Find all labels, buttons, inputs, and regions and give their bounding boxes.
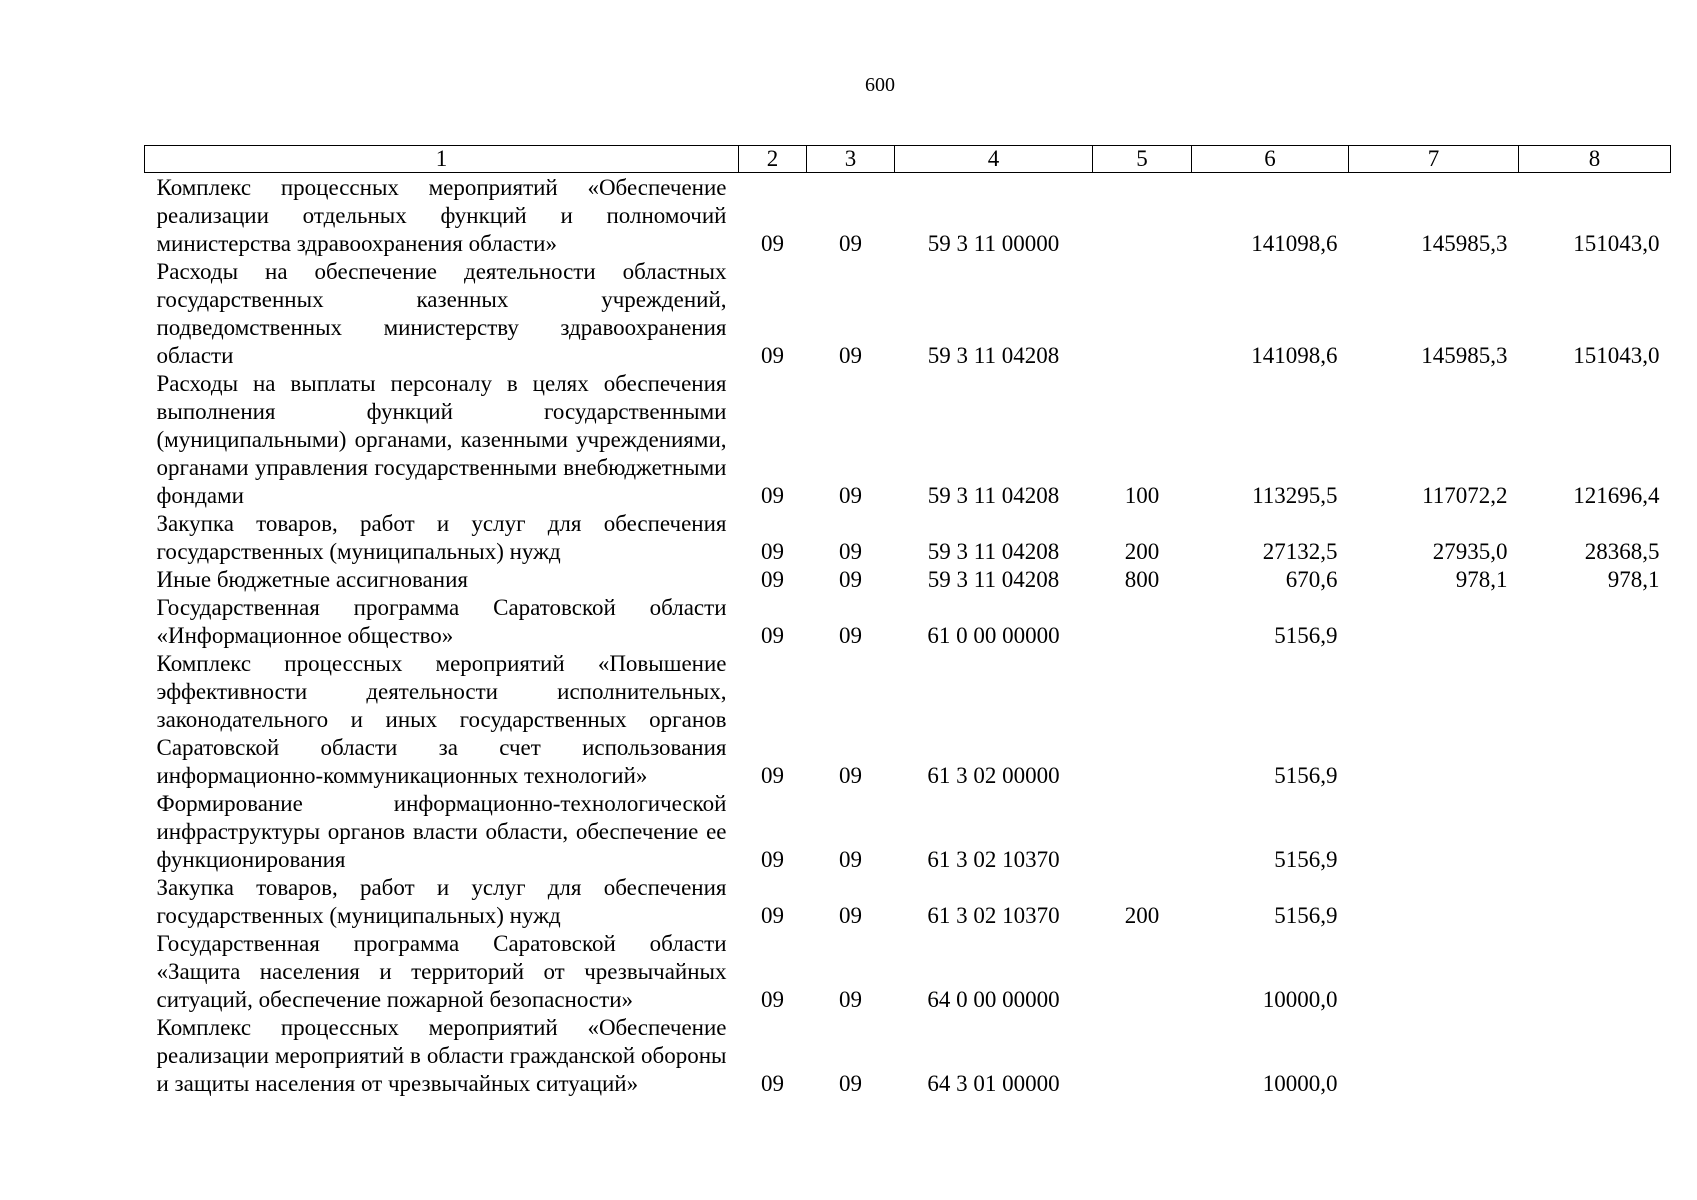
row-target-article: 61 3 02 10370 <box>927 847 1060 872</box>
row-section: 09 <box>761 903 784 928</box>
row-amount-col6: 113295,5 <box>1252 483 1338 508</box>
row-section: 09 <box>761 623 784 648</box>
budget-table <box>144 145 1671 1098</box>
table-header-row <box>145 146 1671 173</box>
row-amount-col8: 151043,0 <box>1573 343 1660 368</box>
row-subsection: 09 <box>839 231 862 256</box>
row-target-article: 59 3 11 04208 <box>927 483 1060 508</box>
row-amount-col8 <box>1519 594 1671 650</box>
header-col-7: 7 <box>1349 146 1519 173</box>
row-amount-col8 <box>1519 790 1671 874</box>
row-subsection: 09 <box>839 623 862 648</box>
row-name: Расходы на обеспечение деятельности областных государственных казенных учреждений, подведомственных министерству здравоохранения области <box>156 259 727 368</box>
row-section: 09 <box>761 1071 784 1096</box>
row-expense-type <box>1093 173 1192 259</box>
row-section: 09 <box>761 987 784 1012</box>
row-expense-type: 100 <box>1124 483 1160 508</box>
row-target-article: 59 3 11 00000 <box>927 231 1060 256</box>
row-target-article: 64 0 00 00000 <box>927 987 1060 1012</box>
row-amount-col8 <box>1519 874 1671 930</box>
row-name: Комплекс процессных мероприятий «Повышение эффективности деятельности исполнительных, законодательного и иных государственных органов Саратовской области за счет использования информационно-коммуникационных технологий» <box>156 651 727 788</box>
row-amount-col8 <box>1519 1014 1671 1098</box>
row-amount-col8: 978,1 <box>1607 567 1660 592</box>
row-amount-col8 <box>1519 930 1671 1014</box>
row-amount-col7: 27935,0 <box>1432 539 1508 564</box>
row-amount-col6: 670,6 <box>1285 567 1338 592</box>
table-row <box>145 594 1671 650</box>
row-amount-col7 <box>1349 790 1519 874</box>
table-row <box>145 370 1671 510</box>
row-amount-col6: 27132,5 <box>1262 539 1338 564</box>
row-subsection: 09 <box>839 567 862 592</box>
header-col-8: 8 <box>1519 146 1671 173</box>
row-amount-col7 <box>1349 594 1519 650</box>
row-section: 09 <box>761 231 784 256</box>
row-expense-type <box>1093 258 1192 370</box>
row-expense-type: 200 <box>1124 539 1160 564</box>
row-expense-type <box>1093 1014 1192 1098</box>
header-col-5: 5 <box>1093 146 1192 173</box>
row-amount-col7: 117072,2 <box>1422 483 1508 508</box>
row-name: Закупка товаров, работ и услуг для обеспечения государственных (муниципальных) нужд <box>156 511 727 564</box>
header-col-2: 2 <box>739 146 807 173</box>
row-name: Комплекс процессных мероприятий «Обеспечение реализации отдельных функций и полномочий министерства здравоохранения области» <box>156 175 727 256</box>
table-row <box>145 510 1671 566</box>
row-target-article: 59 3 11 04208 <box>927 539 1060 564</box>
row-section: 09 <box>761 343 784 368</box>
row-target-article: 59 3 11 04208 <box>927 567 1060 592</box>
row-subsection: 09 <box>839 343 862 368</box>
row-name: Формирование информационно-технологической инфраструктуры органов власти области, обеспечение ее функционирования <box>156 791 727 872</box>
row-name: Государственная программа Саратовской области «Защита населения и территорий от чрезвычайных ситуаций, обеспечение пожарной безопасности» <box>156 931 727 1012</box>
row-amount-col6: 5156,9 <box>1274 903 1338 928</box>
row-target-article: 59 3 11 04208 <box>927 343 1060 368</box>
row-section: 09 <box>761 763 784 788</box>
row-expense-type <box>1093 650 1192 790</box>
header-col-6: 6 <box>1192 146 1349 173</box>
row-amount-col6: 10000,0 <box>1262 987 1338 1012</box>
row-section: 09 <box>761 539 784 564</box>
row-amount-col7: 145985,3 <box>1421 231 1508 256</box>
table-row <box>145 874 1671 930</box>
row-amount-col8 <box>1519 650 1671 790</box>
row-amount-col8: 151043,0 <box>1573 231 1660 256</box>
row-subsection: 09 <box>839 987 862 1012</box>
table-row <box>145 650 1671 790</box>
row-section: 09 <box>761 567 784 592</box>
row-amount-col6: 5156,9 <box>1274 623 1338 648</box>
row-amount-col8: 121696,4 <box>1573 483 1660 508</box>
row-amount-col7: 978,1 <box>1455 567 1508 592</box>
row-target-article: 61 3 02 10370 <box>927 903 1060 928</box>
table-row <box>145 1014 1671 1098</box>
row-amount-col7 <box>1349 1014 1519 1098</box>
header-col-4: 4 <box>895 146 1093 173</box>
row-amount-col6: 10000,0 <box>1262 1071 1338 1096</box>
row-amount-col6: 141098,6 <box>1251 343 1338 368</box>
table-body <box>145 173 1671 1099</box>
row-name: Комплекс процессных мероприятий «Обеспечение реализации мероприятий в области гражданской обороны и защиты населения от чрезвычайных ситуаций» <box>156 1015 727 1096</box>
row-amount-col7 <box>1349 930 1519 1014</box>
row-expense-type <box>1093 594 1192 650</box>
row-section: 09 <box>761 847 784 872</box>
row-amount-col7: 145985,3 <box>1421 343 1508 368</box>
row-target-article: 61 3 02 00000 <box>927 763 1060 788</box>
row-amount-col7 <box>1349 874 1519 930</box>
row-subsection: 09 <box>839 483 862 508</box>
table-row <box>145 930 1671 1014</box>
row-name: Иные бюджетные ассигнования <box>156 567 468 592</box>
header-col-1: 1 <box>145 146 739 173</box>
row-section: 09 <box>761 483 784 508</box>
row-subsection: 09 <box>839 539 862 564</box>
row-expense-type <box>1093 930 1192 1014</box>
row-target-article: 61 0 00 00000 <box>927 623 1060 648</box>
row-expense-type <box>1093 790 1192 874</box>
row-expense-type: 800 <box>1124 567 1160 592</box>
row-amount-col7 <box>1349 650 1519 790</box>
table-row <box>145 790 1671 874</box>
table-row <box>145 566 1671 594</box>
row-subsection: 09 <box>839 1071 862 1096</box>
row-amount-col8: 28368,5 <box>1584 539 1660 564</box>
row-amount-col6: 5156,9 <box>1274 763 1338 788</box>
row-subsection: 09 <box>839 763 862 788</box>
page-number: 600 <box>865 74 895 96</box>
row-amount-col6: 5156,9 <box>1274 847 1338 872</box>
row-expense-type: 200 <box>1124 903 1160 928</box>
row-name: Государственная программа Саратовской области «Информационное общество» <box>156 595 727 648</box>
row-subsection: 09 <box>839 903 862 928</box>
row-target-article: 64 3 01 00000 <box>927 1071 1060 1096</box>
table-row <box>145 173 1671 259</box>
row-name: Расходы на выплаты персоналу в целях обеспечения выполнения функций государственными (муниципальными) органами, казенными учреждениями, органами управления государственными внебюджетными фондами <box>156 371 727 508</box>
header-col-3: 3 <box>807 146 895 173</box>
row-name: Закупка товаров, работ и услуг для обеспечения государственных (муниципальных) нужд <box>156 875 727 928</box>
row-amount-col6: 141098,6 <box>1251 231 1338 256</box>
row-subsection: 09 <box>839 847 862 872</box>
table-row <box>145 258 1671 370</box>
